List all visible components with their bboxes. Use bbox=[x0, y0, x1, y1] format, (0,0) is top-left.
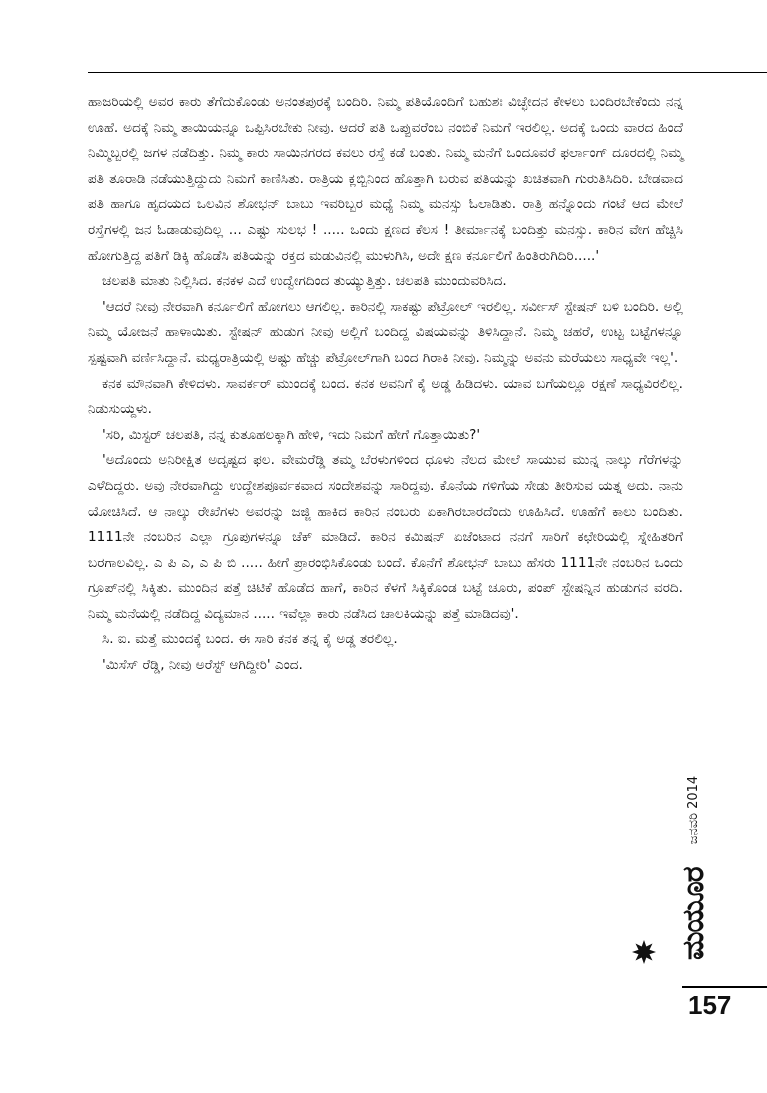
issue-date: ಜನವರಿ 2014 bbox=[686, 775, 701, 845]
article-body bbox=[88, 90, 683, 679]
paragraph-1: ಹಾಜರಿಯಲ್ಲಿ ಅವರ ಕಾರು ತೆಗೆದುಕೊಂಡು ಅನಂತಪುರಕ್ಕೆ ಬಂದಿರಿ. ನಿಮ್ಮ ಪತಿಯೊಂದಿಗೆ ಬಹುಶಃ ವಿಚ್ಛೇದನ ಕೇಳಲು ಬಂದಿರಬೇಕೆಂದು ನನ್ನ ಊಹೆ. ಅದಕ್ಕೆ ನಿಮ್ಮ ತಾಯಿಯನ್ನೂ ಒಪ್ಪಿಸಿರಬೇಕು ನೀವು. ಆದರೆ ಪತಿ ಒಪ್ಪುವರೆಂಬ ನಂಬಿಕೆ ನಿಮಗೆ ಇರಲಿಲ್ಲ. ಅದಕ್ಕೆ ಒಂದು ವಾರದ ಹಿಂದೆ ನಿಮ್ಮಿಬ್ಬರಲ್ಲಿ ಜಗಳ ನಡೆದಿತ್ತು. ನಿಮ್ಮ ಕಾರು ಸಾಯಿನಗರದ ಕವಲು ರಸ್ತೆ ಕಡೆ ಬಂತು. ನಿಮ್ಮ ಮನೆಗೆ ಒಂದೂವರೆ ಫರ್ಲಾಂಗ್ ದೂರದಲ್ಲಿ ನಿಮ್ಮ ಪತಿ ತೂರಾಡಿ ನಡೆಯುತ್ತಿದ್ದುದು ನಿಮಗೆ ಕಾಣಿಸಿತು. ರಾತ್ರಿಯ ಕ್ಲಬ್ಬಿನಿಂದ ಹೊತ್ತಾಗಿ ಬರುವ ಪತಿಯನ್ನು ಖಚಿತವಾಗಿ ಗುರುತಿಸಿದಿರಿ. ಬೇಡವಾದ ಪತಿ ಹಾಗೂ ಹೃದಯದ ಒಲವಿನ ಶೋಭನ್ ಬಾಬು ಇವರಿಬ್ಬರ ಮಧ್ಯೆ ನಿಮ್ಮ ಮನಸ್ಸು ಓಲಾಡಿತು. ರಾತ್ರಿ ಹನ್ನೊಂದು ಗಂಟೆ ಆದ ಮೇಲೆ ರಸ್ತೆಗಳಲ್ಲಿ ಜನ ಓಡಾಡುವುದಿಲ್ಲ ... ಎಷ್ಟು ಸುಲಭ ! ..... ಒಂದು ಕ್ಷಣದ ಕೆಲಸ ! ತೀರ್ಮಾನಕ್ಕೆ ಬಂದಿತ್ತು ಮನಸ್ಸು. ಕಾರಿನ ವೇಗ ಹೆಚ್ಚಿಸಿ ಹೋಗುತ್ತಿದ್ದ ಪತಿಗೆ ಡಿಕ್ಕಿ ಹೊಡೆಸಿ ಪತಿಯನ್ನು ರಕ್ತದ ಮಡುವಿನಲ್ಲಿ ಮುಳುಗಿಸಿ, ಅದೇ ಕ್ಷಣ ಕರ್ನೂಲಿಗೆ ಹಿಂತಿರುಗಿದಿರಿ.....' bbox=[88, 94, 683, 264]
starburst-ornament-icon bbox=[632, 940, 656, 964]
paragraph-3: 'ಆದರೆ ನೀವು ನೇರವಾಗಿ ಕರ್ನೂಲಿಗೆ ಹೋಗಲು ಆಗಲಿಲ್ಲ. ಕಾರಿನಲ್ಲಿ ಸಾಕಷ್ಟು ಪೆಟ್ರೋಲ್ ಇರಲಿಲ್ಲ. ಸರ್ವೀಸ್ ಸ್ಟೇಷನ್ ಬಳಿ ಬಂದಿರಿ. ಅಲ್ಲಿ ನಿಮ್ಮ ಯೋಜನೆ ಹಾಳಾಯಿತು. ಸ್ಟೇಷನ್ ಹುಡುಗ ನೀವು ಅಲ್ಲಿಗೆ ಬಂದಿದ್ದ ವಿಷಯವನ್ನು ತಿಳಿಸಿದ್ದಾನೆ. ನಿಮ್ಮ ಚಹರೆ, ಉಟ್ಟ ಬಟ್ಟೆಗಳನ್ನೂ ಸ್ಪಷ್ಟವಾಗಿ ವರ್ಣಿಸಿದ್ದಾನೆ. ಮಧ್ಯರಾತ್ರಿಯಲ್ಲಿ ಅಷ್ಟು ಹೆಚ್ಚು ಪೆಟ್ರೋಲ್‌ಗಾಗಿ ಬಂದ ಗಿರಾಕಿ ನೀವು. ನಿಮ್ಮನ್ನು ಅವನು ಮರೆಯಲು ಸಾಧ್ಯವೇ ಇಲ್ಲ'. bbox=[88, 298, 683, 366]
page-number: 157 bbox=[688, 990, 732, 1020]
magazine-sidebar bbox=[676, 775, 711, 960]
paragraph-4: ಕನಕ ಮೌನವಾಗಿ ಕೇಳಿದಳು. ಸಾವರ್ಕರ್ ಮುಂದಕ್ಕೆ ಬಂದ. ಕನಕ ಅವನಿಗೆ ಕೈ ಅಡ್ಡ ಹಿಡಿದಳು. ಯಾವ ಬಗೆಯಲ್ಲೂ ರಕ್ಷಣೆ ಸಾಧ್ಯವಿರಲಿಲ್ಲ. ನಿಡುಸುಯ್ದಳು. bbox=[88, 375, 683, 418]
top-rule bbox=[88, 72, 767, 73]
magazine-logo: ಮಯೂರ bbox=[676, 867, 711, 960]
paragraph-5: 'ಸರಿ, ಮಿಸ್ಟರ್ ಚಲಪತಿ, ನನ್ನ ಕುತೂಹಲಕ್ಕಾಗಿ ಹೇಳಿ, ಇದು ನಿಮಗೆ ಹೇಗೆ ಗೊತ್ತಾಯಿತು?' bbox=[102, 426, 481, 443]
paragraph-7: ಸಿ. ಐ. ಮತ್ತೆ ಮುಂದಕ್ಕೆ ಬಂದ. ಈ ಸಾರಿ ಕನಕ ತನ್ನ ಕೈ ಅಡ್ಡ ತರಲಿಲ್ಲ. bbox=[102, 631, 398, 648]
paragraph-8: 'ಮಿಸೆಸ್ ರೆಡ್ಡಿ, ನೀವು ಅರೆಸ್ಟ್ ಆಗಿದ್ದೀರಿ' ಎಂದ. bbox=[102, 657, 303, 674]
page-number-rule bbox=[682, 986, 767, 988]
paragraph-6: 'ಅದೊಂದು ಅನಿರೀಕ್ಷಿತ ಅದೃಷ್ಟದ ಫಲ. ವೇಮರೆಡ್ಡಿ ತಮ್ಮ ಬೆರಳುಗಳಿಂದ ಧೂಳು ನೆಲದ ಮೇಲೆ ಸಾಯುವ ಮುನ್ನ ನಾಲ್ಕು ಗೆರೆಗಳನ್ನು ಎಳೆದಿದ್ದರು. ಅವು ನೇರವಾಗಿದ್ದು ಉದ್ದೇಶಪೂರ್ವಕವಾದ ಸಂದೇಶವನ್ನು ಸಾರಿದ್ದವು. ಕೊನೆಯ ಗಳಿಗೆಯ ಸೇಡು ತೀರಿಸುವ ಯತ್ನ ಅದು. ನಾನು ಯೋಚಿಸಿದೆ. ಆ ನಾಲ್ಕು ರೇಖೆಗಳು ಅವರನ್ನು ಜಜ್ಜಿ ಹಾಕಿದ ಕಾರಿನ ನಂಬರು ಏಕಾಗಿರಬಾರದೆಂದು ಊಹಿಸಿದೆ. ಊಹೆಗೆ ಕಾಲು ಬಂದಿತು. 1111ನೇ ನಂಬರಿನ ಎಲ್ಲಾ ಗ್ರೂಪುಗಳನ್ನೂ ಚೆಕ್ ಮಾಡಿದೆ. ಕಾರಿನ ಕಮಿಷನ್ ಏಜೆಂಟಾದ ನನಗೆ ಸಾರಿಗೆ ಕಛೇರಿಯಲ್ಲಿ ಸ್ನೇಹಿತರಿಗೆ ಬರಗಾಲವಿಲ್ಲ. ಎ ಪಿ ಎ, ಎ ಪಿ ಬಿ ..... ಹೀಗೆ ಪ್ರಾರಂಭಿಸಿಕೊಂಡು ಬಂದೆ. ಕೊನೆಗೆ ಶೋಭನ್ ಬಾಬು ಹೆಸರು 1111ನೇ ನಂಬರಿನ ಒಂದು ಗ್ರೂಪ್‌ನಲ್ಲಿ ಸಿಕ್ಕಿತು. ಮುಂದಿನ ಪತ್ತೆ ಚಿಟಿಕೆ ಹೊಡೆದ ಹಾಗೆ, ಕಾರಿನ ಕೆಳಗೆ ಸಿಕ್ಕಿಕೊಂಡ ಬಟ್ಟೆ ಚೂರು, ಪಂಪ್ ಸ್ಟೇಷನ್ನಿನ ಹುಡುಗನ ವರದಿ. ನಿಮ್ಮ ಮನೆಯಲ್ಲಿ ನಡೆದಿದ್ದ ವಿದ್ಯಮಾನ ..... ಇವೆಲ್ಲಾ ಕಾರು ನಡೆಸಿದ ಚಾಲಕಿಯನ್ನು ಪತ್ತೆ ಮಾಡಿದವು'. bbox=[88, 452, 683, 622]
paragraph-2: ಚಲಪತಿ ಮಾತು ನಿಲ್ಲಿಸಿದ. ಕನಕಳ ಎದೆ ಉದ್ವೇಗದಿಂದ ತುಯ್ಯುತ್ತಿತ್ತು. ಚಲಪತಿ ಮುಂದುವರಿಸಿದ. bbox=[102, 273, 507, 290]
